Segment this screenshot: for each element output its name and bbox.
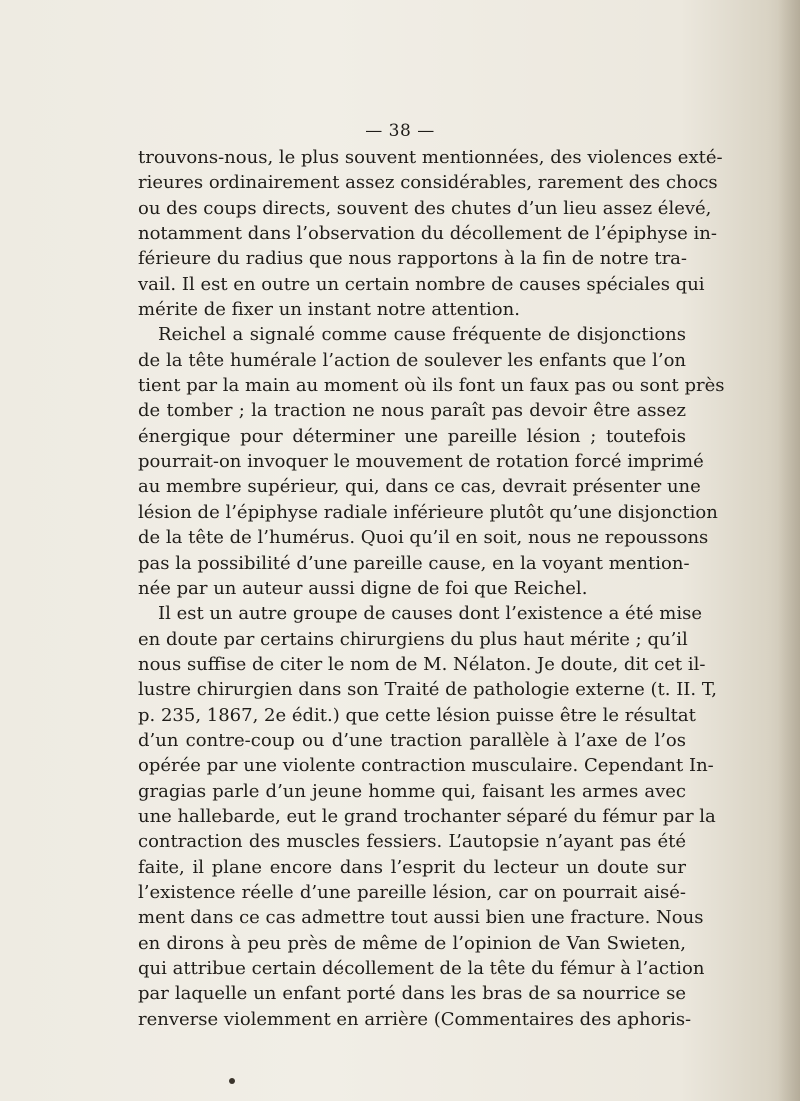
text-line: qui attribue certain décollement de la tête du fémur à l’action <box>138 958 705 979</box>
text-line: Il est un autre groupe de causes dont l’existence a été mise <box>158 603 703 625</box>
text-line: en dirons à peu près de même de l’opinion de Van Swieten, <box>138 932 686 954</box>
text-line: lésion de l’épiphyse radiale inférieure plutôt qu’une disjonction <box>138 501 718 523</box>
text-line: tient par la main au moment où ils font un faux pas ou sont près <box>138 375 725 397</box>
text-line: ment dans ce cas admettre tout aussi bien une fracture. Nous <box>138 907 704 929</box>
text-line: nous suffise de citer le nom de M. Nélaton. Je doute, dit cet il- <box>138 653 706 675</box>
text-line: gragias parle d’un jeune homme qui, faisant les armes avec <box>138 780 686 802</box>
page-number: — 38 — <box>365 121 435 141</box>
text-line: d’un contre-coup ou d’une traction parallèle à l’axe de l’os <box>138 729 686 751</box>
text-line: trouvons-nous, le plus souvent mentionnées, des violences exté- <box>138 147 723 168</box>
text-line: rieures ordinairement assez considérables, rarement des chocs <box>138 172 718 194</box>
text-line: énergique pour déterminer une pareille lésion ; toutefois <box>138 425 686 447</box>
text-line: notamment dans l’observation du décollement de l’épiphyse in- <box>138 223 717 245</box>
text-line: par laquelle un enfant porté dans les bras de sa nourrice se <box>138 983 686 1005</box>
text-line: vail. Il est en outre un certain nombre de causes spéciales qui <box>138 273 705 295</box>
page-edge-shadow <box>778 0 800 1101</box>
body-text <box>138 145 725 1032</box>
text-line: née par un auteur aussi digne de foi que Reichel. <box>138 577 588 599</box>
text-line: pas la possibilité d’une pareille cause, en la voyant mention- <box>138 552 690 574</box>
text-line: férieure du radius que nous rapportons à la fin de notre tra- <box>138 248 687 270</box>
text-line: ou des coups directs, souvent des chutes d’un lieu assez élevé, <box>138 197 712 219</box>
text-line: Reichel a signalé comme cause fréquente de disjonctions <box>158 324 686 346</box>
text-line: lustre chirurgien dans son Traité de pathologie externe (t. II. T, <box>138 679 717 701</box>
text-line: renverse violemment en arrière (Commentaires des aphoris- <box>138 1008 692 1030</box>
text-line: p. 235, 1867, 2e édit.) que cette lésion puisse être le résultat <box>138 704 696 726</box>
text-line: au membre supérieur, qui, dans ce cas, devrait présenter une <box>138 476 701 498</box>
text-line: une hallebarde, eut le grand trochanter séparé du fémur par la <box>138 805 716 827</box>
text-line: de la tête de l’humérus. Quoi qu’il en soit, nous ne repoussons <box>138 527 709 549</box>
text-line: faite, il plane encore dans l’esprit du lecteur un doute sur <box>138 856 686 878</box>
text-line: pourrait-on invoquer le mouvement de rotation forcé imprimé <box>138 451 704 473</box>
text-line: de la tête humérale l’action de soulever les enfants que l’on <box>138 349 686 371</box>
text-line: de tomber ; la traction ne nous paraît pas devoir être assez <box>138 400 686 422</box>
text-line: opérée par une violente contraction musculaire. Cependant In- <box>138 755 714 777</box>
text-line: en doute par certains chirurgiens du plus haut mérite ; qu’il <box>138 628 688 650</box>
text-line: contraction des muscles fessiers. L’autopsie n’ayant pas été <box>138 831 686 853</box>
text-line: l’existence réelle d’une pareille lésion, car on pourrait aisé- <box>138 881 686 903</box>
ink-spot <box>229 1078 235 1084</box>
text-line: mérite de fixer un instant notre attention. <box>138 299 520 321</box>
